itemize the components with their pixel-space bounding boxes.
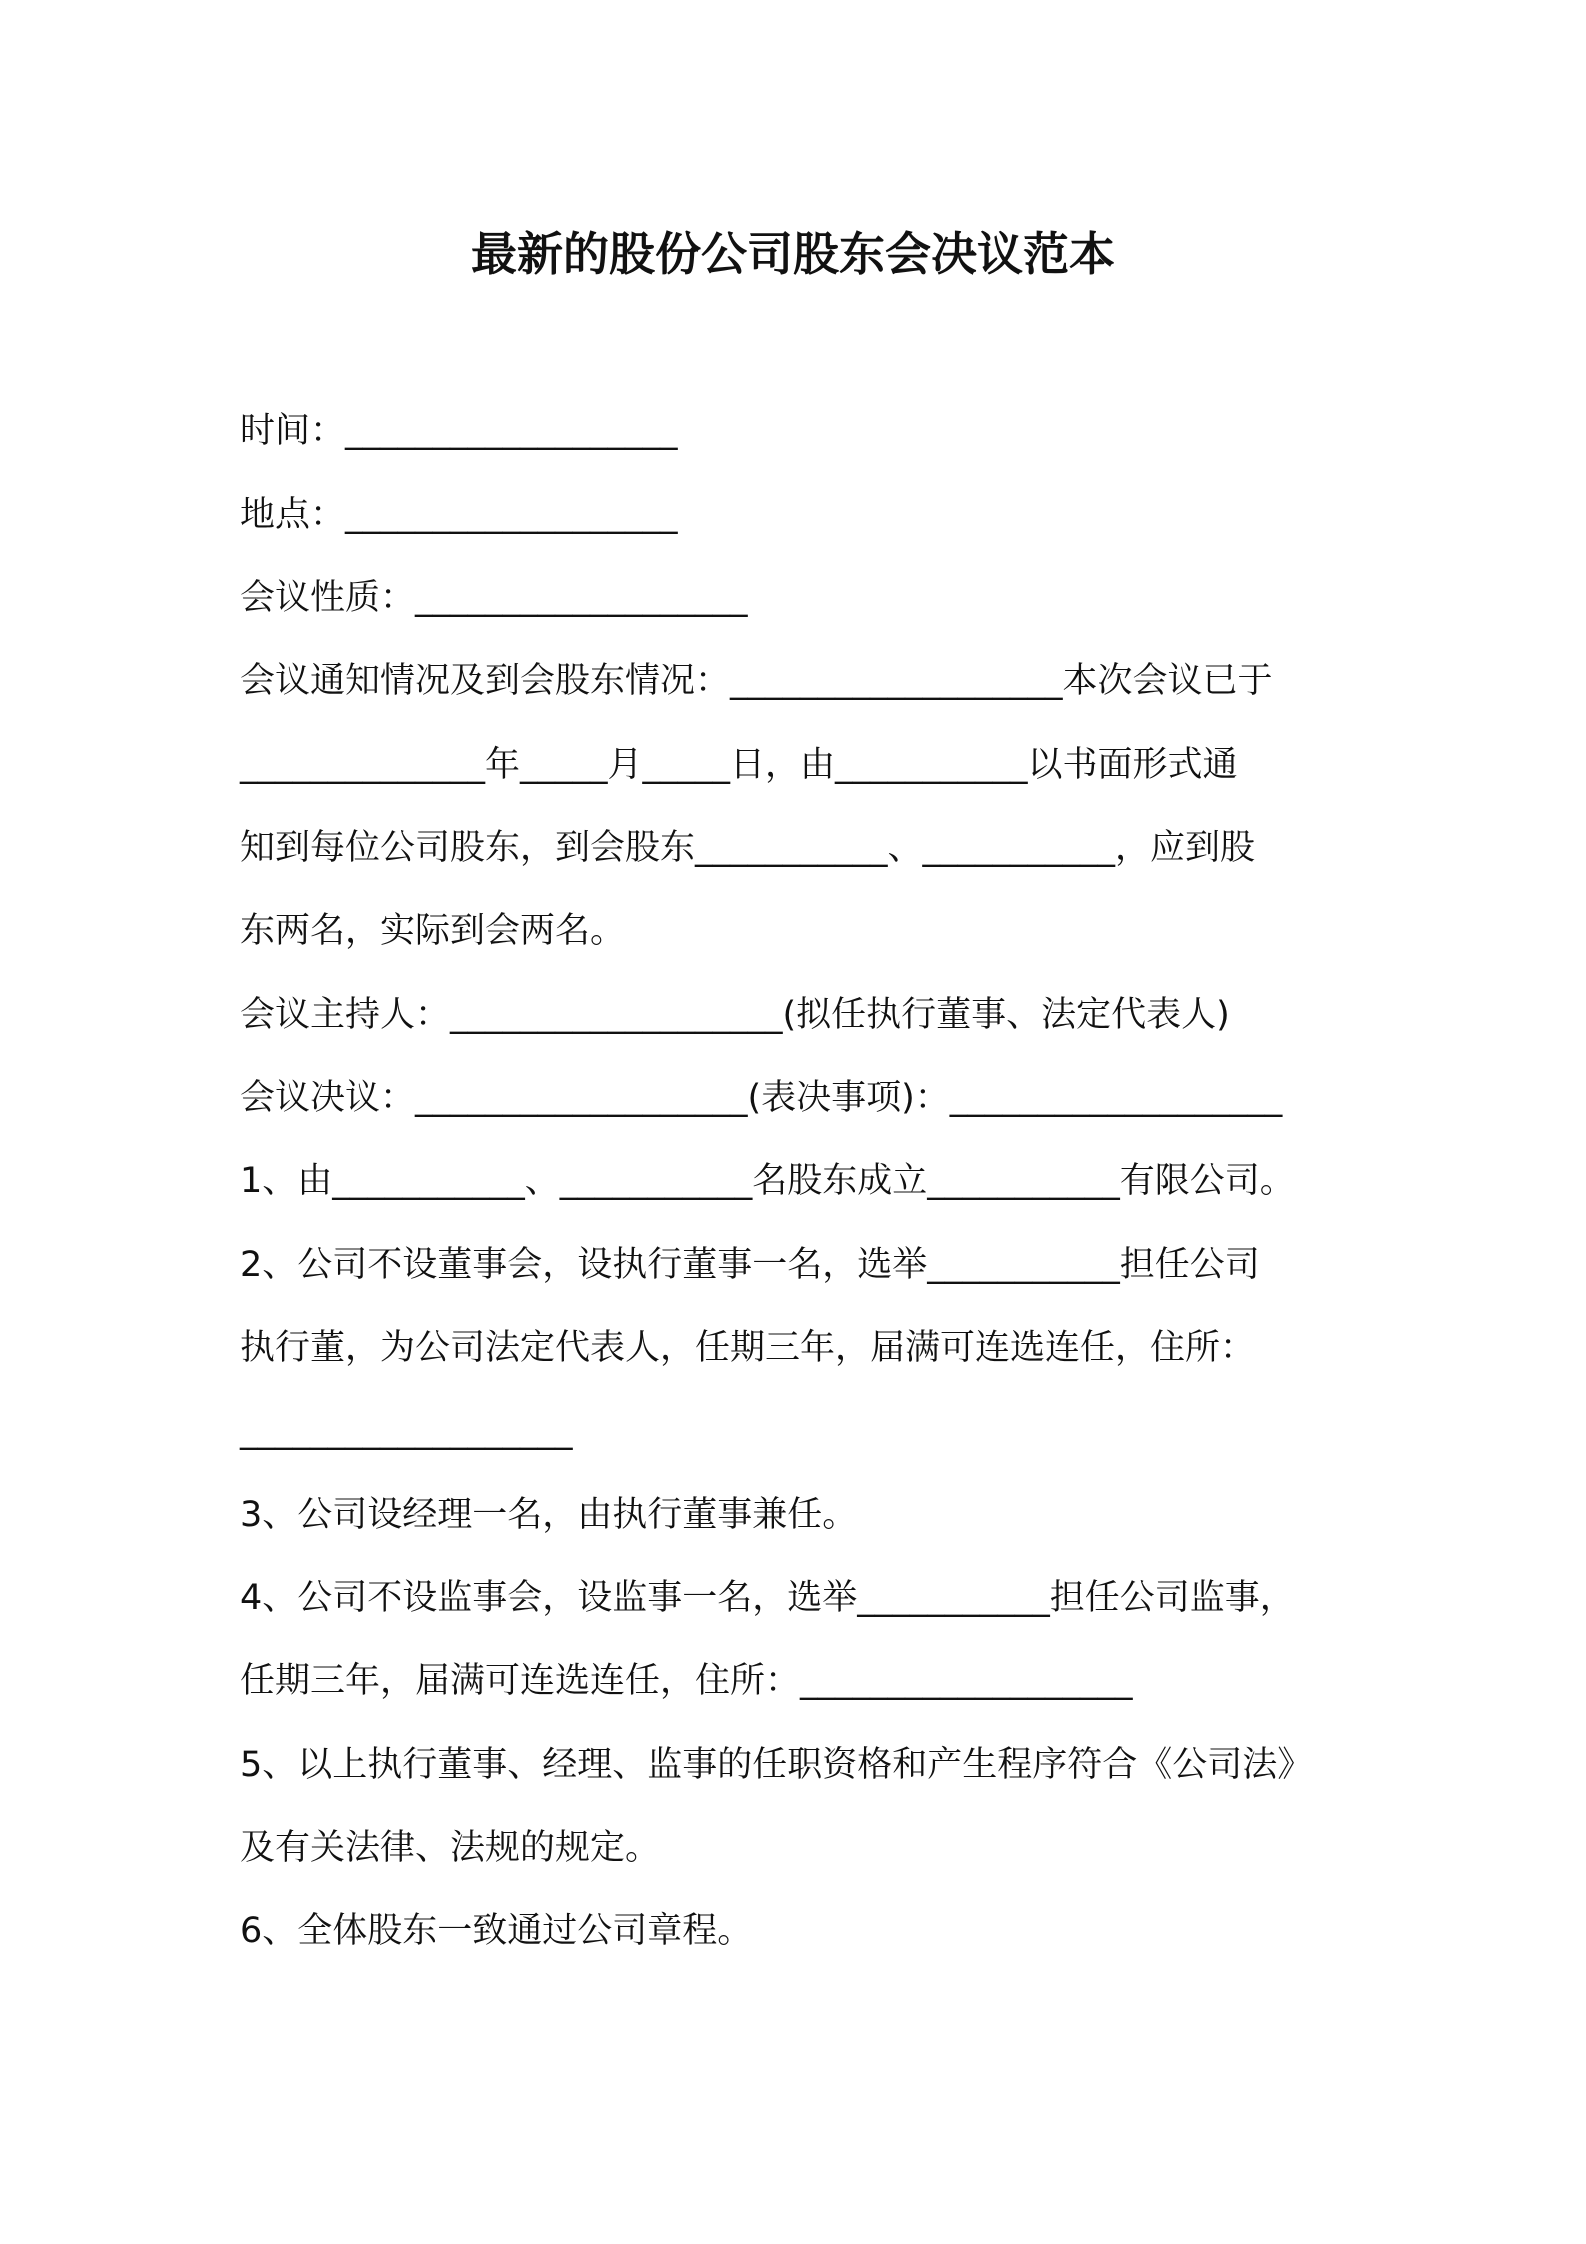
resolution-item-1: 1、由___________、___________名股东成立___________有限公司。: [240, 1161, 1295, 1201]
resolution-item-5: 5、以上执行董事、经理、监事的任职资格和产生程序符合《公司法》: [240, 1745, 1313, 1785]
resolution-item-6: 6、全体股东一致通过公司章程。: [240, 1911, 753, 1951]
paragraph-line: 任期三年，届满可连选连任，住所：___________________: [240, 1661, 1133, 1701]
paragraph-line: ______________年_____月_____日，由___________以书面形式通: [240, 745, 1238, 785]
resolution-item-3: 3、公司设经理一名，由执行董事兼任。: [240, 1495, 858, 1535]
paragraph-line: 执行董，为公司法定代表人，任期三年，届满可连选连任，住所：: [240, 1328, 1256, 1368]
paragraph-line: 知到每位公司股东，到会股东___________、___________，应到股: [240, 828, 1256, 868]
meeting-nature-field-line: 会议性质：___________________: [240, 578, 748, 618]
resolution-item-2: 2、公司不设董事会，设执行董事一名，选举___________担任公司: [240, 1245, 1260, 1285]
time-field-line: 时间：___________________: [240, 411, 678, 451]
paragraph-line: 会议通知情况及到会股东情况：___________________本次会议已于: [240, 661, 1273, 701]
address-blank-line: ___________________: [240, 1411, 573, 1451]
meeting-host-field-line: 会议主持人：___________________(拟任执行董事、法定代表人): [240, 995, 1230, 1035]
paragraph-line: 及有关法律、法规的规定。: [240, 1828, 661, 1868]
meeting-resolution-field-line: 会议决议：___________________(表决事项)：___________________: [240, 1078, 1283, 1118]
paragraph-line: 东两名，实际到会两名。: [240, 911, 626, 951]
location-field-line: 地点：___________________: [240, 495, 678, 535]
document-title: 最新的股份公司股东会决议范本: [471, 227, 1115, 281]
resolution-item-4: 4、公司不设监事会，设监事一名，选举___________担任公司监事，: [240, 1578, 1295, 1618]
